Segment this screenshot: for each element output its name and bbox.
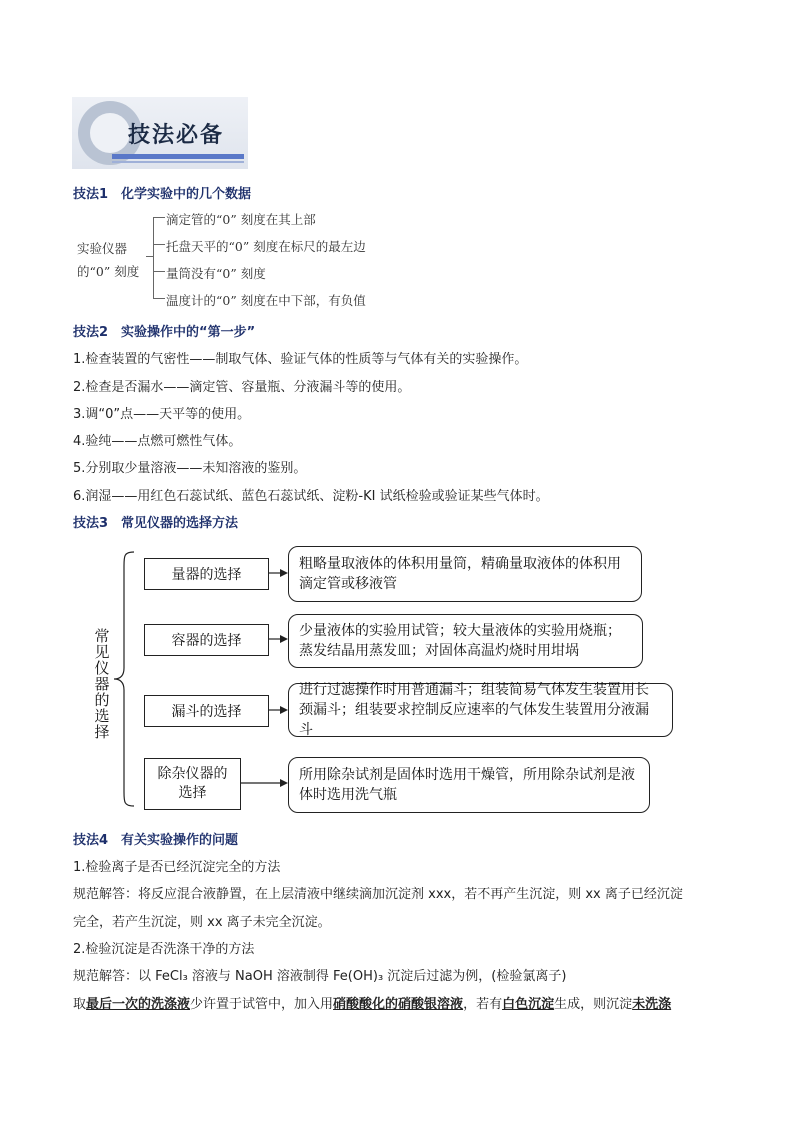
section-banner (72, 97, 248, 169)
selection-category-box: 除杂仪器的选择 (144, 758, 241, 810)
diagram-root-label: 常见仪器的选择 (94, 627, 110, 741)
first-step-item: 2.检查是否漏水——滴定管、容量瓶、分液漏斗等的使用。 (73, 380, 411, 395)
section-title-4: 技法4 有关实验操作的问题 (73, 833, 239, 848)
first-step-item: 3.调“0”点——天平等的使用。 (73, 407, 251, 422)
section-title-1: 技法1 化学实验中的几个数据 (73, 187, 252, 202)
key-phrase: 白色沉淀 (502, 997, 555, 1012)
zero-scale-item: 滴定管的“0” 刻度在其上部 (166, 212, 316, 227)
zero-scale-label-2: 的“0” 刻度 (77, 264, 140, 279)
answer-detail: 取最后一次的洗涤液少许置于试管中，加入用硝酸酸化的硝酸银溶液，若有白色沉淀生成，则沉淀未洗涤 (73, 997, 672, 1012)
first-step-item: 4.验纯——点燃可燃性气体。 (73, 434, 242, 449)
answer-text: 规范解答：将反应混合液静置，在上层清液中继续滴加沉淀剂 xxx，若不再产生沉淀，则 xx 离子已经沉淀 (73, 887, 683, 902)
selection-category-box: 容器的选择 (144, 624, 269, 656)
selection-detail-box: 少量液体的实验用试管；较大量液体的实验用烧瓶；蒸发结晶用蒸发皿；对固体高温灼烧时用坩埚 (288, 614, 643, 668)
selection-category-box: 漏斗的选择 (144, 695, 269, 727)
selection-detail-box: 所用除杂试剂是固体时选用干燥管，所用除杂试剂是液体时选用洗气瓶 (288, 757, 650, 813)
zero-scale-item: 温度计的“0” 刻度在中下部，有负值 (166, 293, 366, 308)
key-phrase: 硝酸酸化的硝酸银溶液 (333, 997, 464, 1012)
section-title-3: 技法3 常见仪器的选择方法 (73, 516, 239, 531)
zero-scale-item: 量筒没有“0” 刻度 (166, 266, 266, 281)
arrow-right-icon (240, 776, 290, 790)
first-step-item: 6.润湿——用红色石蕊试纸、蓝色石蕊试纸、淀粉-KI 试纸检验或验证某些气体时。 (73, 489, 549, 504)
banner-title: 技法必备 (128, 123, 225, 148)
key-phrase: 最后一次的洗涤液 (86, 997, 191, 1012)
selection-category-box: 量器的选择 (144, 558, 269, 590)
answer-text: 完全，若产生沉淀，则 xx 离子未完全沉淀。 (73, 915, 331, 930)
arrow-right-icon (268, 566, 290, 580)
first-step-item: 1.检查装置的气密性——制取气体、验证气体的性质等与气体有关的实验操作。 (73, 352, 528, 367)
key-phrase: 未洗涤 (632, 997, 672, 1012)
arrow-right-icon (268, 632, 290, 646)
section-title-2: 技法2 实验操作中的“第一步” (73, 325, 256, 340)
first-step-item: 5.分别取少量溶液——未知溶液的鉴别。 (73, 461, 307, 476)
brace-icon (110, 550, 140, 808)
zero-scale-label-1: 实验仪器 (77, 241, 128, 256)
selection-detail-box: 粗略量取液体的体积用量筒，精确量取液体的体积用滴定管或移液管 (288, 546, 642, 602)
question-title: 1.检验离子是否已经沉淀完全的方法 (73, 860, 281, 875)
answer-text: 规范解答：以 FeCl₃ 溶液与 NaOH 溶液制得 Fe(OH)₃ 沉淀后过滤为例，(检验氯离子) (73, 969, 567, 984)
question-title: 2.检验沉淀是否洗涤干净的方法 (73, 942, 255, 957)
arrow-right-icon (268, 703, 290, 717)
zero-scale-item: 托盘天平的“0” 刻度在标尺的最左边 (166, 239, 366, 254)
selection-detail-box: 进行过滤操作时用普通漏斗；组装简易气体发生装置用长颈漏斗；组装要求控制反应速率的气体发生装置用分液漏斗 (288, 683, 673, 737)
